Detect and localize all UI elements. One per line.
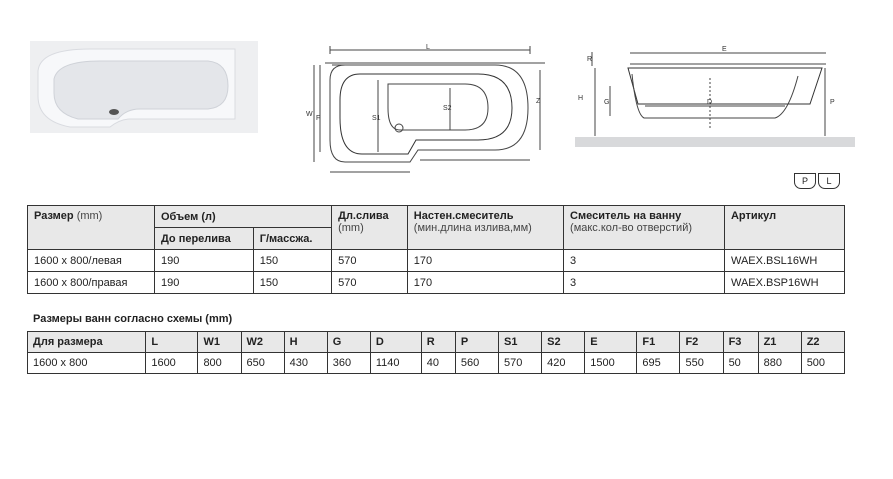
specs-table (27, 205, 845, 294)
dim-header: P (455, 332, 498, 353)
dim-header: L (146, 332, 198, 353)
dim-header: H (284, 332, 327, 353)
cell-size: 1600 x 800/левая (28, 250, 155, 272)
header-size: Размер (mm) (28, 206, 155, 250)
dim-label-f: F (316, 115, 321, 122)
dim-cell: 880 (758, 353, 801, 374)
cell-deck: 3 (564, 272, 725, 294)
dim-header: W2 (241, 332, 284, 353)
dim-header: Z2 (801, 332, 844, 353)
side-view-diagram (570, 44, 860, 149)
dim-label-w: W (306, 111, 313, 118)
dim-label-d: D (707, 99, 713, 106)
dim-header: W1 (198, 332, 241, 353)
cell-drain: 570 (332, 250, 408, 272)
dim-cell: 1600 (146, 353, 198, 374)
cell-deck: 3 (564, 250, 725, 272)
table-row (28, 353, 845, 374)
cell-overflow: 190 (154, 250, 253, 272)
header-deck-mixer: Смеситель на ванну (макс.кол-во отверстий) (564, 206, 725, 250)
dim-label-p: P (830, 99, 835, 106)
cell-article: WAEX.BSP16WH (724, 272, 844, 294)
dim-cell: 430 (284, 353, 327, 374)
cell-size: 1600 x 800/правая (28, 272, 155, 294)
cell-article: WAEX.BSL16WH (724, 250, 844, 272)
dim-label-s2: S2 (443, 105, 452, 112)
dim-header: S2 (542, 332, 585, 353)
plan-view-diagram (300, 40, 550, 185)
header-overflow: До перелива (154, 228, 253, 250)
dim-cell: 1600 x 800 (28, 353, 146, 374)
dim-header: Для размера (28, 332, 146, 353)
dim-cell: 560 (455, 353, 498, 374)
cell-hydro: 150 (253, 250, 331, 272)
dim-cell: 570 (499, 353, 542, 374)
table-row (28, 272, 845, 294)
cell-hydro: 150 (253, 272, 331, 294)
header-drain: Дл.слива (mm) (332, 206, 408, 250)
dim-cell: 40 (421, 353, 455, 374)
dim-label-r: R (587, 56, 593, 63)
dim-cell: 360 (327, 353, 370, 374)
cell-overflow: 190 (154, 272, 253, 294)
table-row (28, 250, 845, 272)
bathtub-photo (30, 41, 258, 133)
header-article: Артикул (724, 206, 844, 250)
header-hydro: Г/массжа. (253, 228, 331, 250)
dim-cell: 420 (542, 353, 585, 374)
dim-header: R (421, 332, 455, 353)
cell-wall: 170 (407, 250, 563, 272)
dim-label-g: G (604, 99, 610, 106)
dimensions-caption: Размеры ванн согласно схемы (mm) (33, 313, 233, 325)
header-volume: Объем (л) (154, 206, 331, 228)
dim-header: S1 (499, 332, 542, 353)
dim-cell: 800 (198, 353, 241, 374)
dim-cell: 50 (723, 353, 758, 374)
dim-header: G (327, 332, 370, 353)
badge-right: P (794, 173, 816, 189)
dim-label-s1: S1 (372, 115, 381, 122)
dim-cell: 650 (241, 353, 284, 374)
header-wall-mixer: Настен.смеситель (мин.длина излива,мм) (407, 206, 563, 250)
dim-cell: 1140 (370, 353, 421, 374)
dim-header: F3 (723, 332, 758, 353)
cell-wall: 170 (407, 272, 563, 294)
dimensions-header-row (28, 332, 845, 353)
dimensions-table (27, 331, 845, 374)
dim-header: E (585, 332, 637, 353)
badge-left: L (818, 173, 840, 189)
dim-header: Z1 (758, 332, 801, 353)
dim-cell: 500 (801, 353, 844, 374)
dim-header: F1 (637, 332, 680, 353)
orientation-badges (794, 173, 840, 189)
cell-drain: 570 (332, 272, 408, 294)
dim-cell: 550 (680, 353, 723, 374)
dim-cell: 695 (637, 353, 680, 374)
dim-label-e: E (722, 46, 727, 53)
dim-header: D (370, 332, 421, 353)
dim-label-l: L (426, 44, 430, 51)
dim-label-z: Z (536, 98, 541, 105)
dim-cell: 1500 (585, 353, 637, 374)
dim-label-h: H (578, 95, 584, 102)
dim-header: F2 (680, 332, 723, 353)
